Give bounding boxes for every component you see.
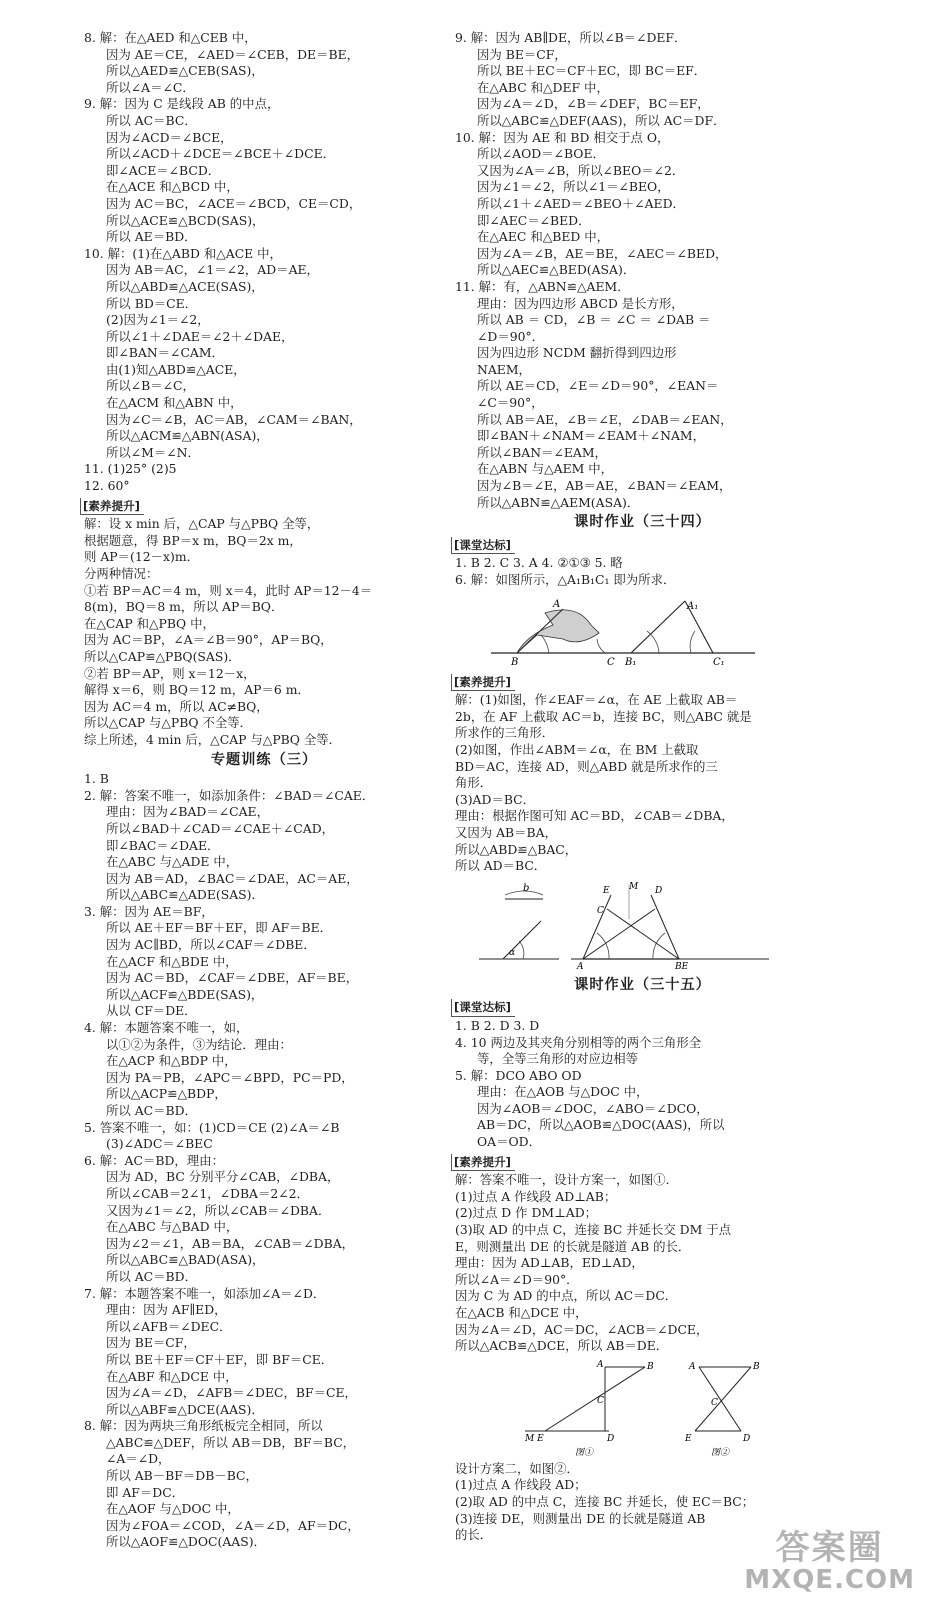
answer-line-indented: 因为∠A＝∠B，AE＝BE，∠AEC＝∠BED， [477,245,728,261]
answer-line-indented: 即∠AEC＝∠BED． [477,212,591,228]
answer-line-indented: 所以△ACF≌△BDE(SAS)， [106,986,264,1002]
answer-line: 所以△CAP 与△PBQ 不全等． [84,715,253,731]
figure-1 [524,1360,654,1458]
answer-line-indented: 等，全等三角形的对应边相等 [477,1051,639,1067]
answer-line: ①若 BP＝AC＝4 m，则 x＝4，此时 AP＝12－4＝ [84,582,373,598]
right-column [455,30,830,1544]
label-E: E [603,885,610,896]
answer-line-indented: 因为 AB＝AD，∠BAC＝∠DAE，AC＝AE， [106,870,359,886]
answer-line-indented: AB＝DC，所以△AOB≌△DOC(AAS)，所以 [477,1117,725,1133]
answer-line-indented: 因为 AD，BC 分别平分∠CAB，∠DBA， [106,1169,340,1185]
answer-line-indented: 在△ABN 与△AEM 中， [477,461,614,477]
answer-line-indented: ∠D＝90°． [477,328,545,344]
answer-line: 所以△ABD≌△BAC， [455,841,578,857]
answer-line-indented: 在△ABF 和△DCE 中， [106,1368,238,1384]
answer-line-indented: 所以 AE＝BD． [106,229,197,245]
answer-line: 11. (1)25° (2)5 [84,461,177,477]
label-D: D [743,1433,751,1444]
lesson-35-answers [455,977,830,1355]
answer-line: 理由：因为 AD⊥AB，ED⊥AD， [455,1255,644,1271]
answer-line-indented: 所以△ABC≌△BAD(ASA)， [106,1252,265,1268]
answer-line-indented: 所以△ABC≌△ADE(SAS)． [106,887,264,903]
figure-1-caption: 图① [575,1447,594,1458]
section-title: 课时作业（三十四） [574,514,711,531]
answer-line-indented: 因为∠2＝∠1，AB＝BA，∠CAB＝∠DBA， [106,1235,355,1251]
label-B: BE [675,961,689,971]
answer-line: (1)过点 A 作线段 AD⊥AB； [455,1188,617,1204]
answer-line-indented: 又因为∠1＝∠2，所以∠CAB＝∠DBA． [106,1202,331,1218]
answer-line-indented: 所以 AB ＝ CD，∠B ＝ ∠C ＝ ∠DAB ＝ [477,312,711,328]
label-D: D [607,1433,615,1444]
answer-line: 1. B [84,771,109,787]
watermark [744,1530,915,1594]
answer-line: 10. 解：(1)在△ABD 和△ACE 中， [84,245,282,261]
answer-line-indented: 即∠BAN＝∠CAM． [106,345,224,361]
figure-triangle-construction [487,595,757,667]
label-C: C [597,1395,604,1406]
answer-line: 所以△CAP≌△PBQ(SAS)． [84,648,241,664]
answer-line-indented: 所以∠CAB＝2∠1，∠DBA＝2∠2． [106,1185,309,1201]
section-title: 专题训练（三） [210,751,318,768]
label-B: B [511,656,519,667]
answer-line-indented: 在△ACP 和△BDP 中， [106,1053,237,1069]
answer-line: ②若 BP＝AP，则 x＝12－x， [84,665,256,681]
answer-line-indented: 因为 AC＝BD，∠CAF＝∠DBE，AF＝BE， [106,970,359,986]
answer-line: 根据题意，得 BP＝x m，BQ＝2x m， [84,532,302,548]
answer-line-indented: 所以∠BAD＋∠CAD＝∠CAE＋∠CAD， [106,820,335,836]
answer-line-indented: OA＝OD． [477,1134,541,1150]
answer-line: (1)过点 A 作线段 AD； [455,1477,587,1493]
answer-line-indented: 所以∠AOD＝∠BOE． [477,146,605,162]
answer-line: 9. 解：因为 AB∥DE，所以∠B＝∠DEF． [455,30,687,45]
answer-line-indented: 从以 CF＝DE． [106,1003,197,1019]
answer-line: 1. B 2. C 3. A 4. ②①③ 5. 略 [455,555,623,571]
answer-line: 所以 AD＝BC． [455,858,547,874]
label-A: A [597,1359,604,1370]
subsection-label [84,495,444,517]
label-A: A [577,961,584,971]
answer-line-indented: 因为∠ACD＝∠BCE， [106,129,233,145]
answer-line: 2. 解：答案不唯一，如添加条件：∠BAD＝∠CAE． [84,787,375,803]
answer-line: (3)连接 DE，则测量出 DE 的长就是隧道 AB [455,1510,706,1526]
subsection-label [455,671,830,693]
label-C: C [607,656,615,667]
answer-line-indented: 所以 AC＝BC． [106,112,197,128]
answer-line: 因为 C 为 AD 的中点，所以 AC＝DC． [455,1288,678,1304]
figure-2-caption: 图② [711,1447,730,1458]
answer-line-indented: 理由：因为 AF∥ED， [106,1302,227,1318]
answer-line-indented: 在△ACF 和△BDE 中， [106,953,238,969]
subsection-label-text: [素养提升] [451,674,515,692]
answer-line-indented: (3)∠ADC＝∠BEC [106,1136,213,1152]
answer-line-indented: 因为四边形 NCDM 翻折得到四边形 [477,345,677,361]
answer-line: 5. 解：DCO ABO OD [455,1067,582,1083]
answer-line: 1. B 2. D 3. D [455,1017,540,1033]
answer-line-indented: 在△AEC 和△BED 中， [477,229,610,245]
figure-tunnel-designs [485,1359,815,1459]
subsection-label-text: [课堂达标] [451,999,515,1017]
answer-line-indented: 因为∠C＝∠B，AC＝AB，∠CAM＝∠BAN， [106,411,362,427]
answer-line-indented: 所以 AC＝BD． [106,1103,197,1118]
answer-line-indented: 所以 AB＝AE，∠B＝∠E，∠DAB＝∠EAN， [477,411,733,427]
watermark-title: 答案圈 [775,1528,884,1568]
answers-block-9-11 [455,30,830,589]
watermark-url: MXQE.COM [744,1565,915,1595]
answer-line: (3)AD＝BC． [455,791,536,807]
answer-line-indented: 所以△AOF≌△DOC(AAS)． [106,1534,266,1550]
answer-line-indented: 在△ACE 和△BCD 中， [106,179,239,195]
answer-line-indented: 所以∠ACD＋∠DCE＝∠BCE＋∠DCE． [106,146,336,162]
answer-line-indented: 在△AOF 与△DOC 中， [106,1501,240,1517]
shaded-torn-shape [517,609,599,652]
answer-line: 7. 解：本题答案不唯一，如添加∠A＝∠D． [84,1285,326,1301]
answer-line-indented: 因为∠1＝∠2，所以∠1＝∠BEO， [477,179,670,195]
answer-line: 3. 解：因为 AE＝BF， [84,903,214,919]
answer-line-indented: (2)因为∠1＝∠2， [106,312,210,328]
answer-line-indented: ∠A＝∠D， [106,1451,171,1467]
answer-line: 2b，在 AF 上截取 AC＝b，连接 BC，则△ABC 就是 [455,708,752,724]
answer-line: 8(m)，BQ＝8 m，所以 AP＝BQ． [84,599,284,615]
answer-line: 10. 解：因为 AE 和 BD 相交于点 O， [455,129,670,145]
answer-line-indented: 所以△AED≌△CEB(SAS)， [106,63,264,79]
answer-line: 因为∠A＝∠D，AC＝DC，∠ACB＝∠DCE， [455,1321,709,1337]
label-ME: M E [525,1433,544,1444]
subsection-label-text: [素养提升] [80,498,144,516]
answer-line: 分两种情况： [84,566,159,581]
answer-line: 5. 答案不唯一，如：(1)CD＝CE (2)∠A＝∠B [84,1119,340,1135]
section-title: 课时作业（三十五） [574,976,711,993]
answer-line: 综上所述，4 min 后，△CAP 与△PBQ 全等． [84,731,342,747]
label-b: b [523,882,530,894]
answer-line-indented: △ABC≌△DEF，所以 AB＝DB，BF＝BC， [106,1434,356,1450]
answer-line-indented: 因为 AC∥BD，所以∠CAF＝∠DBE． [106,937,316,953]
construction-answers [455,671,830,875]
answer-line: 解得 x＝6，则 BQ＝12 m，AP＝6 m． [84,682,310,698]
answer-line: 设计方案二，如图②． [455,1460,579,1476]
answer-line: (3)取 AD 的中点 C，连接 BC 并延长交 DM 于点 [455,1222,732,1238]
answer-line: 则 AP＝(12－x)m． [84,549,199,565]
label-C: C [711,1397,718,1408]
subsection-label-text: [素养提升] [451,1154,515,1172]
answer-line-indented: 以①②为条件，③为结论．理由： [106,1036,292,1052]
subsection-label-text: [课堂达标] [451,537,515,555]
label-alpha: α [509,947,516,958]
label-A: A [553,598,561,610]
answer-line-indented: 所以∠AFB＝∠DEC． [106,1318,232,1334]
answer-line-indented: 所以∠1＋∠AED＝∠BEO＋∠AED． [477,195,685,211]
answer-line: 解：答案不唯一，设计方案一，如图①． [455,1172,679,1188]
label-A1: A₁ [687,600,699,612]
answer-line-indented: 即∠BAC＝∠DAE． [106,837,220,853]
answer-line: 又因为 AB＝BA， [455,824,557,840]
answer-line: 因为 AC＝BP，∠A＝∠B＝90°，AP＝BQ， [84,632,333,648]
answer-line-indented: 因为∠A＝∠D，∠AFB＝∠DEC，BF＝CE， [106,1385,357,1401]
answer-line-indented: 因为 PA＝PB，∠APC＝∠BPD，PC＝PD， [106,1069,354,1085]
label-B: B [753,1361,760,1372]
answer-line-indented: 所以 BE＋EF＝CF＋EF，即 BF＝CE． [106,1351,334,1367]
label-C: C [597,905,604,916]
answer-line: 解：设 x min 后，△CAP 与△PBQ 全等， [84,516,320,532]
answer-line-indented: ∠C＝90°， [477,395,544,411]
answer-line: 在△ACB 和△DCE 中， [455,1305,588,1320]
answer-line-indented: 所以 AE＝CD，∠E＝∠D＝90°，∠EAN＝ [477,378,719,394]
answer-line-indented: 在△ABC 和△DEF 中， [477,79,609,95]
answer-line: (2)如图，作出∠ABM＝∠α，在 BM 上截取 [455,741,699,757]
answer-line: 所求作的三角形． [455,725,555,741]
answer-line-indented: NAEM， [477,361,531,377]
answer-line-indented: 因为∠AOB＝∠DOC，∠ABO＝∠DCO， [477,1100,709,1116]
answer-line-indented: 理由：因为四边形 ABCD 是长方形， [477,295,684,311]
answer-line-indented: 所以△ABC≌△DEF(AAS)，所以 AC＝DF． [477,112,726,128]
answer-line: 解：(1)如图，作∠EAF＝∠α，在 AE 上截取 AB＝ [455,692,738,708]
answer-line-indented: 因为 BE＝CF， [477,46,567,62]
answer-line-indented: 所以△ABN≌△AEM(ASA)． [477,494,640,510]
answer-line-indented: 因为∠A＝∠D，∠B＝∠DEF，BC＝EF， [477,96,710,112]
answer-line-indented: 所以 BD＝CE． [106,295,198,311]
answer-line-indented: 即∠ACE＝∠BCD． [106,162,221,178]
answer-line-indented: 所以∠BAN＝∠EAM， [477,444,607,460]
answer-line-indented: 因为 AC＝BC，∠ACE＝∠BCD，CE＝CD， [106,195,362,211]
answer-line-indented: 所以 AC＝BD． [106,1268,197,1284]
answer-line-indented: 所以△AEC≌△BED(ASA)． [477,262,636,278]
answer-line: 11. 解：有，△ABN≌△AEM． [455,278,630,294]
answer-line: 4. 解：本题答案不唯一，如， [84,1020,249,1036]
answer-line: E，则测量出 DE 的长就是隧道 AB 的长． [455,1238,691,1254]
answer-line: 12. 60° [84,478,130,494]
subsection-label [455,1151,830,1173]
figure-2 [684,1362,760,1458]
subsection-label [455,534,830,556]
answer-line: 6. 解：如图所示，△A₁B₁C₁ 即为所求． [455,572,676,587]
answer-line-indented: 理由：因为∠BAD＝∠CAE， [106,804,269,820]
answer-line: BD＝AC，连接 AD，则△ABD 就是所求作的三 [455,758,718,774]
answer-line-indented: 所以∠B＝∠C， [106,378,195,394]
answer-line-indented: 所以△ACE≌△BCD(SAS)， [106,212,265,228]
answer-line: 9. 解：因为 C 是线段 AB 的中点， [84,96,280,112]
answer-line-indented: 即∠BAN＋∠NAM＝∠EAM＋∠NAM， [477,428,706,444]
answer-line-indented: 在△ACM 和△ABN 中， [106,395,243,411]
answer-line-indented: 所以△ABF≌△DCE(AAS)． [106,1401,264,1417]
answer-line-indented: 所以 BE＋EC＝CF＋EC，即 BC＝EF． [477,63,707,79]
answer-line-indented: 所以△ACP≌△BDP， [106,1086,227,1102]
answer-line: 8. 解：在△AED 和△CEB 中， [84,30,257,45]
answer-line: (2)过点 D 作 DM⊥AD； [455,1205,598,1221]
answer-line: 所以△ACB≌△DCE，所以 AB＝DE． [455,1338,669,1354]
answer-line-indented: 即 AF＝DC． [106,1484,185,1500]
answer-line: 理由：根据作图可知 AC＝BD，∠CAB＝∠DBA， [455,808,734,824]
answer-line-indented: 因为 AB＝AC，∠1＝∠2，AD＝AE， [106,262,319,278]
answer-line-indented: 所以 AB－BF＝DB－BC， [106,1468,258,1484]
answer-line: 的长． [455,1527,493,1543]
subsection-label [455,996,830,1018]
answer-line: 6. 解：AC＝BD，理由： [84,1152,224,1168]
label-B: B [647,1361,654,1372]
answer-line-indented: 理由：在△AOB 与△DOC 中， [477,1084,649,1100]
label-E: E [685,1433,692,1444]
figure-abd-construction [479,879,779,971]
answer-line-indented: 因为 AE＝CE，∠AED＝∠CEB，DE＝BE， [106,46,360,62]
answer-line-indented: 在△ABC 与△BAD 中， [106,1219,239,1235]
label-C1: C₁ [713,656,725,667]
answer-line: 4. 10 两边及其夹角分别相等的两个三角形全 [455,1034,702,1050]
answer-line-indented: 因为∠B＝∠E，AB＝AE，∠BAN＝∠EAM， [477,478,732,494]
answer-line: 因为 AC＝4 m，所以 AC≠BQ， [84,698,269,714]
answer-line-indented: 所以 AE＋EF＝BF＋EF，即 AF＝BE． [106,920,333,936]
answer-line-indented: 因为∠FOA＝∠COD，∠A＝∠D，AF＝DC， [106,1517,360,1533]
label-A: A [689,1361,696,1372]
answer-line: 所以∠A＝∠D＝90°． [455,1271,579,1287]
answer-line-indented: 所以∠A＝∠C． [106,79,195,95]
label-B1: B₁ [625,656,637,667]
answer-line: 在△CAP 和△PBQ 中， [84,615,215,631]
answer-line: 角形． [455,775,493,791]
label-M: M [629,881,639,892]
answer-line-indented: 所以△ACM≌△ABN(ASA)， [106,428,269,444]
label-D: D [655,885,663,896]
answer-line-indented: 在△ABC 与△ADE 中， [106,854,239,870]
answer-line-indented: 所以∠M＝∠N． [106,444,200,460]
answer-line-indented: 由(1)知△ABD≌△ACE， [106,361,246,377]
left-column [84,30,444,1551]
answer-line-indented: 又因为∠A＝∠B，所以∠BEO＝∠2． [477,162,685,178]
answer-line-indented: 所以∠1＋∠DAE＝∠2＋∠DAE， [106,328,294,344]
answer-line-indented: 因为 BE＝CF， [106,1335,196,1351]
answer-line-indented: 所以△ABD≌△ACE(SAS)， [106,278,264,294]
answer-line: 8. 解：因为两块三角形纸板完全相同，所以 [84,1418,323,1434]
answer-line: (2)取 AD 的中点 C，连接 BC 并延长，使 EC＝BC； [455,1493,755,1509]
